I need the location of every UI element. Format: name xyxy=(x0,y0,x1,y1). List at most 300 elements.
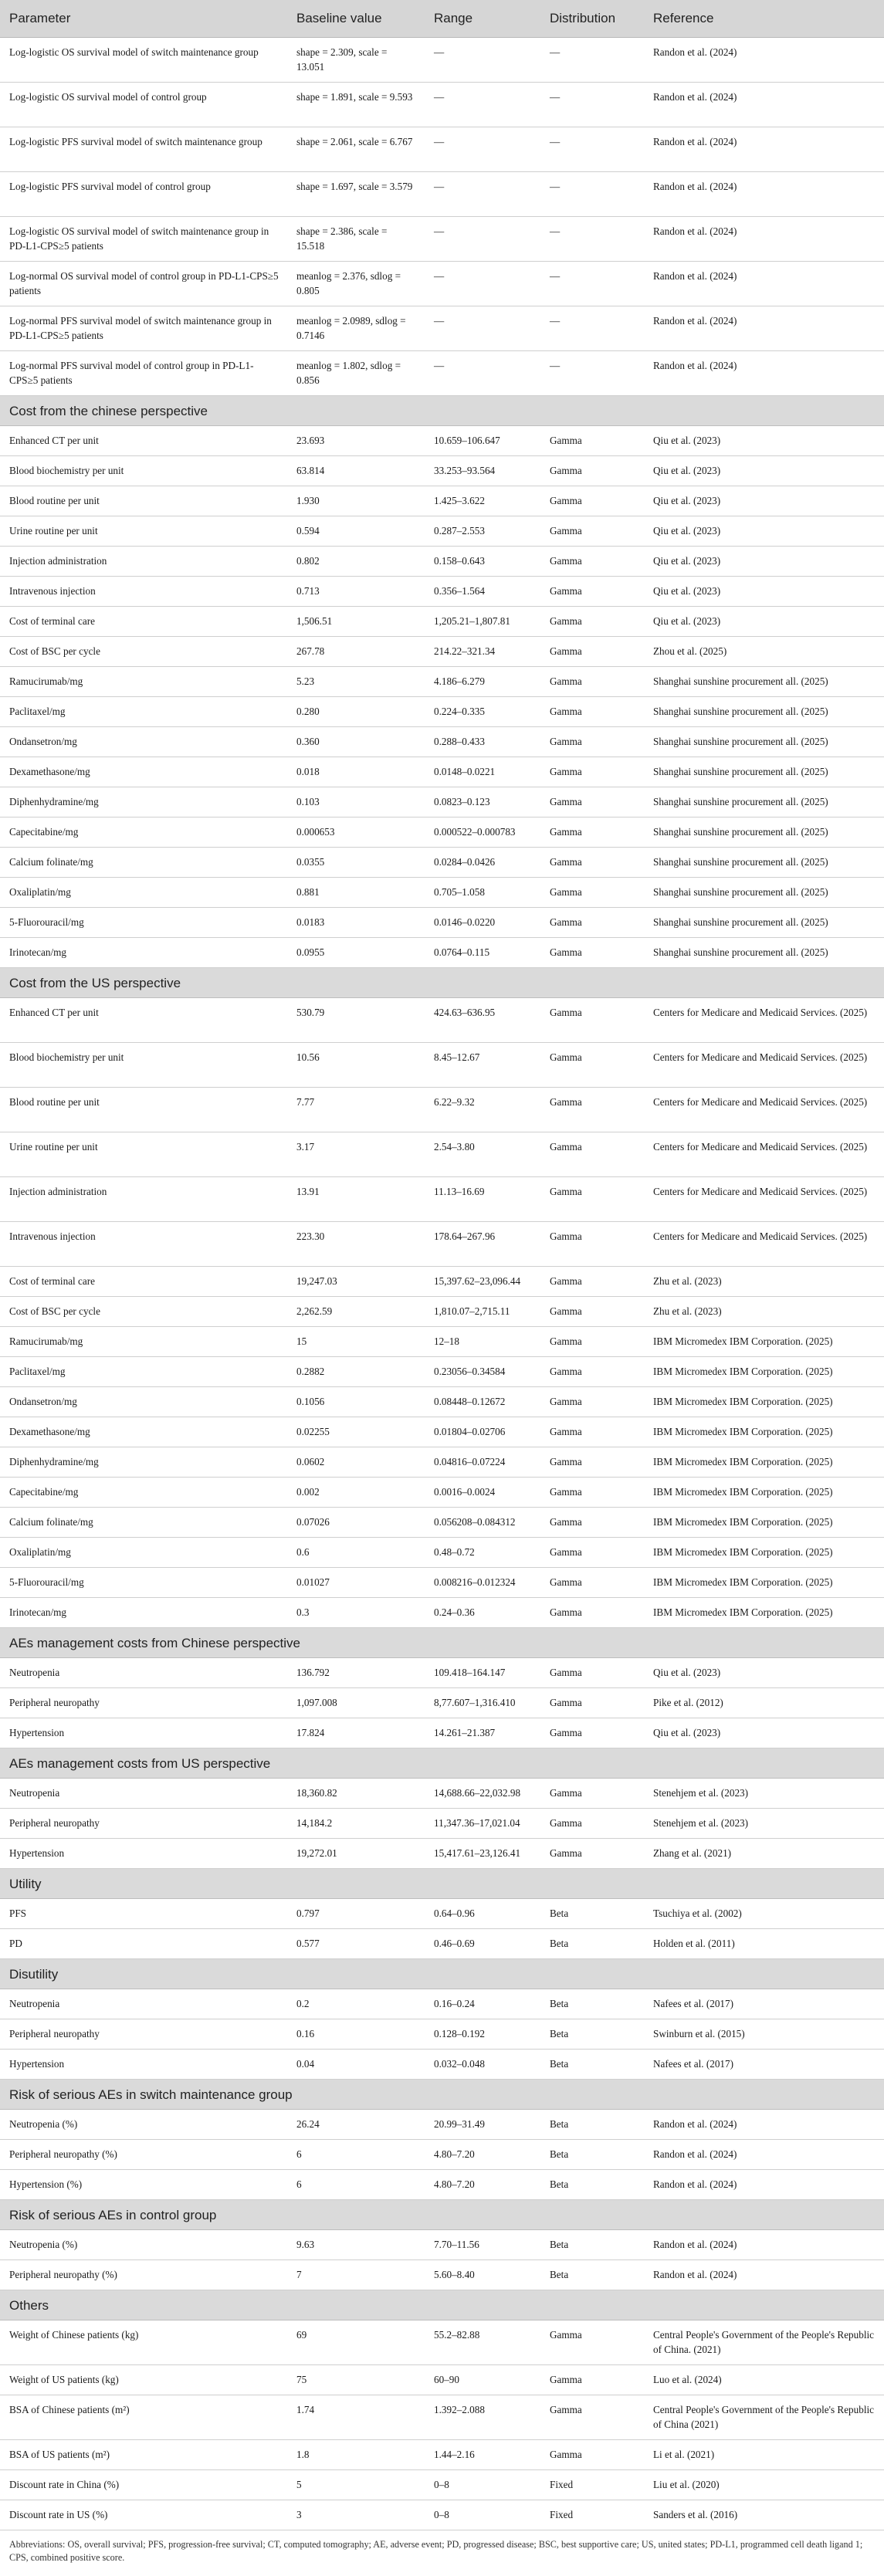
reference-cell: IBM Micromedex IBM Corporation. (2025) xyxy=(644,1508,884,1538)
section-title: AEs management costs from US perspective xyxy=(0,1748,884,1779)
range-cell: 1,810.07–2,715.11 xyxy=(425,1297,540,1327)
range-cell: 1.392–2.088 xyxy=(425,2395,540,2440)
table-row xyxy=(0,1989,884,2019)
parameter-cell: Hypertension xyxy=(0,1718,287,1748)
table-row xyxy=(0,577,884,607)
reference-cell: Swinburn et al. (2015) xyxy=(644,2019,884,2050)
baseline-value-cell: 19,247.03 xyxy=(287,1267,425,1297)
table-row xyxy=(0,1658,884,1688)
distribution-cell: — xyxy=(540,127,644,172)
table-footnote: Abbreviations: OS, overall survival; PFS, progression-free survival; CT, computed tomography; AE, adverse event; PD, progressed disease; BSC, best supportive care; US, united states; PD-L1, programmed cell death ligand 1; CPS, combined positive score. xyxy=(9,2539,863,2563)
parameter-cell: Neutropenia xyxy=(0,1658,287,1688)
table-row xyxy=(0,306,884,351)
baseline-value-cell: 0.103 xyxy=(287,787,425,817)
baseline-value-cell: 0.16 xyxy=(287,2019,425,2050)
range-cell: 14,688.66–22,032.98 xyxy=(425,1779,540,1809)
parameter-cell: Log-logistic OS survival model of control group xyxy=(0,83,287,127)
distribution-cell: Beta xyxy=(540,2110,644,2140)
section-header-row xyxy=(0,2080,884,2110)
range-cell: 0.0284–0.0426 xyxy=(425,848,540,878)
parameter-cell: Diphenhydramine/mg xyxy=(0,787,287,817)
reference-cell: Zhu et al. (2023) xyxy=(644,1297,884,1327)
distribution-cell: Gamma xyxy=(540,486,644,516)
range-cell: 0.46–0.69 xyxy=(425,1929,540,1959)
range-cell: 0.01804–0.02706 xyxy=(425,1417,540,1447)
parameter-cell: Blood biochemistry per unit xyxy=(0,1043,287,1088)
parameter-cell: Irinotecan/mg xyxy=(0,938,287,968)
distribution-cell: Beta xyxy=(540,1899,644,1929)
range-cell: 2.54–3.80 xyxy=(425,1132,540,1177)
reference-cell: Qiu et al. (2023) xyxy=(644,516,884,547)
table-row xyxy=(0,38,884,83)
reference-cell: Centers for Medicare and Medicaid Services. (2025) xyxy=(644,998,884,1043)
reference-cell: Holden et al. (2011) xyxy=(644,1929,884,1959)
baseline-value-cell: 0.280 xyxy=(287,697,425,727)
distribution-cell: Gamma xyxy=(540,848,644,878)
parameter-cell: Peripheral neuropathy (%) xyxy=(0,2140,287,2170)
table-row xyxy=(0,486,884,516)
baseline-value-cell: 1.74 xyxy=(287,2395,425,2440)
parameter-cell: Weight of US patients (kg) xyxy=(0,2365,287,2395)
baseline-value-cell: 63.814 xyxy=(287,456,425,486)
reference-cell: Luo et al. (2024) xyxy=(644,2365,884,2395)
range-cell: 0–8 xyxy=(425,2470,540,2500)
parameter-cell: Cost of terminal care xyxy=(0,1267,287,1297)
baseline-value-cell: 2,262.59 xyxy=(287,1297,425,1327)
parameter-cell: Blood biochemistry per unit xyxy=(0,456,287,486)
range-cell: 0.287–2.553 xyxy=(425,516,540,547)
baseline-value-cell: 0.360 xyxy=(287,727,425,757)
range-cell: 0.008216–0.012324 xyxy=(425,1568,540,1598)
parameter-cell: Blood routine per unit xyxy=(0,486,287,516)
distribution-cell: Gamma xyxy=(540,1508,644,1538)
reference-cell: Centers for Medicare and Medicaid Services. (2025) xyxy=(644,1177,884,1222)
section-title: Cost from the chinese perspective xyxy=(0,396,884,426)
baseline-value-cell: 9.63 xyxy=(287,2230,425,2260)
reference-cell: Zhou et al. (2025) xyxy=(644,637,884,667)
reference-cell: Stenehjem et al. (2023) xyxy=(644,1779,884,1809)
table-row xyxy=(0,516,884,547)
parameter-cell: Log-normal PFS survival model of control group in PD-L1-CPS≥5 patients xyxy=(0,351,287,396)
range-cell: 424.63–636.95 xyxy=(425,998,540,1043)
range-cell: 0.64–0.96 xyxy=(425,1899,540,1929)
table-row xyxy=(0,848,884,878)
table-row xyxy=(0,2440,884,2470)
parameter-cell: Capecitabine/mg xyxy=(0,1478,287,1508)
distribution-cell: Gamma xyxy=(540,697,644,727)
reference-cell: Qiu et al. (2023) xyxy=(644,1718,884,1748)
reference-cell: Pike et al. (2012) xyxy=(644,1688,884,1718)
baseline-value-cell: 23.693 xyxy=(287,426,425,456)
reference-cell: Central People's Government of the People's Republic of China. (2021) xyxy=(644,2320,884,2365)
distribution-cell: — xyxy=(540,306,644,351)
baseline-value-cell: 13.91 xyxy=(287,1177,425,1222)
parameter-cell: Cost of BSC per cycle xyxy=(0,637,287,667)
parameter-cell: Log-logistic OS survival model of switch maintenance group xyxy=(0,38,287,83)
baseline-value-cell: 0.000653 xyxy=(287,817,425,848)
table-row xyxy=(0,426,884,456)
parameter-cell: Peripheral neuropathy (%) xyxy=(0,2260,287,2290)
baseline-value-cell: shape = 2.061, scale = 6.767 xyxy=(287,127,425,172)
baseline-value-cell: 0.04 xyxy=(287,2050,425,2080)
baseline-value-cell: 1,097.008 xyxy=(287,1688,425,1718)
reference-cell: Randon et al. (2024) xyxy=(644,2170,884,2200)
baseline-value-cell: shape = 2.386, scale = 15.518 xyxy=(287,217,425,262)
parameter-cell: Urine routine per unit xyxy=(0,516,287,547)
header-range: Range xyxy=(425,0,540,38)
range-cell: 0.0764–0.115 xyxy=(425,938,540,968)
range-cell: 0.04816–0.07224 xyxy=(425,1447,540,1478)
range-cell: 214.22–321.34 xyxy=(425,637,540,667)
range-cell: 0.0146–0.0220 xyxy=(425,908,540,938)
range-cell: 0.705–1.058 xyxy=(425,878,540,908)
range-cell: 11,347.36–17,021.04 xyxy=(425,1809,540,1839)
table-row xyxy=(0,938,884,968)
baseline-value-cell: 18,360.82 xyxy=(287,1779,425,1809)
table-row xyxy=(0,2019,884,2050)
table-row xyxy=(0,2320,884,2365)
distribution-cell: Gamma xyxy=(540,1222,644,1267)
range-cell: 6.22–9.32 xyxy=(425,1088,540,1132)
table-row xyxy=(0,1688,884,1718)
baseline-value-cell: 7 xyxy=(287,2260,425,2290)
baseline-value-cell: 0.577 xyxy=(287,1929,425,1959)
table-row xyxy=(0,1478,884,1508)
parameter-cell: Cost of BSC per cycle xyxy=(0,1297,287,1327)
distribution-cell: Gamma xyxy=(540,667,644,697)
range-cell: 0.032–0.048 xyxy=(425,2050,540,2080)
table-row xyxy=(0,2470,884,2500)
section-title: Risk of serious AEs in control group xyxy=(0,2200,884,2230)
parameter-cell: Weight of Chinese patients (kg) xyxy=(0,2320,287,2365)
distribution-cell: — xyxy=(540,38,644,83)
baseline-value-cell: meanlog = 2.376, sdlog = 0.805 xyxy=(287,262,425,306)
parameter-cell: Enhanced CT per unit xyxy=(0,426,287,456)
parameter-cell: Peripheral neuropathy xyxy=(0,1809,287,1839)
table-row xyxy=(0,1043,884,1088)
distribution-cell: Gamma xyxy=(540,1417,644,1447)
baseline-value-cell: meanlog = 1.802, sdlog = 0.856 xyxy=(287,351,425,396)
baseline-value-cell: shape = 1.891, scale = 9.593 xyxy=(287,83,425,127)
distribution-cell: Gamma xyxy=(540,1327,644,1357)
baseline-value-cell: 5.23 xyxy=(287,667,425,697)
baseline-value-cell: shape = 2.309, scale = 13.051 xyxy=(287,38,425,83)
parameter-cell: Ondansetron/mg xyxy=(0,727,287,757)
range-cell: — xyxy=(425,306,540,351)
reference-cell: Randon et al. (2024) xyxy=(644,262,884,306)
reference-cell: Shanghai sunshine procurement all. (2025) xyxy=(644,697,884,727)
table-row xyxy=(0,757,884,787)
reference-cell: Shanghai sunshine procurement all. (2025) xyxy=(644,908,884,938)
range-cell: 0.08448–0.12672 xyxy=(425,1387,540,1417)
reference-cell: Centers for Medicare and Medicaid Services. (2025) xyxy=(644,1043,884,1088)
reference-cell: Shanghai sunshine procurement all. (2025) xyxy=(644,787,884,817)
range-cell: 0.24–0.36 xyxy=(425,1598,540,1628)
baseline-value-cell: 69 xyxy=(287,2320,425,2365)
distribution-cell: Gamma xyxy=(540,1658,644,1688)
range-cell: 1,205.21–1,807.81 xyxy=(425,607,540,637)
section-title: Utility xyxy=(0,1869,884,1899)
table-row xyxy=(0,1222,884,1267)
range-cell: 0.000522–0.000783 xyxy=(425,817,540,848)
distribution-cell: Beta xyxy=(540,2230,644,2260)
parameter-cell: BSA of Chinese patients (m²) xyxy=(0,2395,287,2440)
table-row xyxy=(0,1297,884,1327)
range-cell: 14.261–21.387 xyxy=(425,1718,540,1748)
range-cell: 4.80–7.20 xyxy=(425,2140,540,2170)
distribution-cell: Gamma xyxy=(540,2320,644,2365)
section-title: Cost from the US perspective xyxy=(0,968,884,998)
parameter-cell: Log-normal PFS survival model of switch maintenance group in PD-L1-CPS≥5 patients xyxy=(0,306,287,351)
distribution-cell: Gamma xyxy=(540,727,644,757)
parameter-cell: Log-logistic PFS survival model of switch maintenance group xyxy=(0,127,287,172)
table-row xyxy=(0,172,884,217)
distribution-cell: Gamma xyxy=(540,1809,644,1839)
range-cell: 0.128–0.192 xyxy=(425,2019,540,2050)
reference-cell: IBM Micromedex IBM Corporation. (2025) xyxy=(644,1478,884,1508)
parameter-cell: Discount rate in US (%) xyxy=(0,2500,287,2530)
table-row xyxy=(0,2395,884,2440)
table-row xyxy=(0,1357,884,1387)
baseline-value-cell: 0.01027 xyxy=(287,1568,425,1598)
baseline-value-cell: 0.0955 xyxy=(287,938,425,968)
range-cell: 1.44–2.16 xyxy=(425,2440,540,2470)
parameter-cell: Cost of terminal care xyxy=(0,607,287,637)
distribution-cell: Beta xyxy=(540,2140,644,2170)
range-cell: 0–8 xyxy=(425,2500,540,2530)
baseline-value-cell: 0.6 xyxy=(287,1538,425,1568)
range-cell: — xyxy=(425,38,540,83)
reference-cell: Sanders et al. (2016) xyxy=(644,2500,884,2530)
table-row xyxy=(0,1327,884,1357)
parameter-cell: Intravenous injection xyxy=(0,1222,287,1267)
table-row xyxy=(0,547,884,577)
table-row xyxy=(0,83,884,127)
parameter-cell: BSA of US patients (m²) xyxy=(0,2440,287,2470)
parameter-cell: Log-normal OS survival model of control group in PD-L1-CPS≥5 patients xyxy=(0,262,287,306)
range-cell: 4.80–7.20 xyxy=(425,2170,540,2200)
distribution-cell: Beta xyxy=(540,1929,644,1959)
reference-cell: Zhang et al. (2021) xyxy=(644,1839,884,1869)
distribution-cell: — xyxy=(540,351,644,396)
distribution-cell: Beta xyxy=(540,1989,644,2019)
distribution-cell: Gamma xyxy=(540,817,644,848)
distribution-cell: Gamma xyxy=(540,577,644,607)
distribution-cell: Gamma xyxy=(540,1357,644,1387)
reference-cell: Centers for Medicare and Medicaid Services. (2025) xyxy=(644,1132,884,1177)
range-cell: 0.16–0.24 xyxy=(425,1989,540,2019)
distribution-cell: Gamma xyxy=(540,908,644,938)
table-row xyxy=(0,2140,884,2170)
range-cell: 4.186–6.279 xyxy=(425,667,540,697)
reference-cell: IBM Micromedex IBM Corporation. (2025) xyxy=(644,1538,884,1568)
range-cell: — xyxy=(425,351,540,396)
parameter-cell: Diphenhydramine/mg xyxy=(0,1447,287,1478)
range-cell: 1.425–3.622 xyxy=(425,486,540,516)
reference-cell: Randon et al. (2024) xyxy=(644,38,884,83)
reference-cell: Shanghai sunshine procurement all. (2025) xyxy=(644,878,884,908)
reference-cell: Randon et al. (2024) xyxy=(644,172,884,217)
parameter-cell: Injection administration xyxy=(0,1177,287,1222)
parameter-cell: Paclitaxel/mg xyxy=(0,697,287,727)
section-header-row xyxy=(0,968,884,998)
parameter-cell: Peripheral neuropathy xyxy=(0,2019,287,2050)
table-row xyxy=(0,998,884,1043)
distribution-cell: Gamma xyxy=(540,1088,644,1132)
range-cell: 10.659–106.647 xyxy=(425,426,540,456)
table-row xyxy=(0,637,884,667)
baseline-value-cell: 223.30 xyxy=(287,1222,425,1267)
range-cell: 0.056208–0.084312 xyxy=(425,1508,540,1538)
table-header-row xyxy=(0,0,884,38)
reference-cell: Zhu et al. (2023) xyxy=(644,1267,884,1297)
baseline-value-cell: 19,272.01 xyxy=(287,1839,425,1869)
baseline-value-cell: 3.17 xyxy=(287,1132,425,1177)
baseline-value-cell: 75 xyxy=(287,2365,425,2395)
distribution-cell: Gamma xyxy=(540,637,644,667)
table-row xyxy=(0,667,884,697)
parameter-cell: Log-logistic PFS survival model of control group xyxy=(0,172,287,217)
reference-cell: Qiu et al. (2023) xyxy=(644,456,884,486)
table-row xyxy=(0,1538,884,1568)
baseline-value-cell: 15 xyxy=(287,1327,425,1357)
header-parameter: Parameter xyxy=(0,0,287,38)
parameter-cell: Calcium folinate/mg xyxy=(0,1508,287,1538)
table-row xyxy=(0,1447,884,1478)
reference-cell: Li et al. (2021) xyxy=(644,2440,884,2470)
reference-cell: Tsuchiya et al. (2002) xyxy=(644,1899,884,1929)
table-row xyxy=(0,727,884,757)
distribution-cell: Gamma xyxy=(540,1267,644,1297)
reference-cell: IBM Micromedex IBM Corporation. (2025) xyxy=(644,1598,884,1628)
distribution-cell: Gamma xyxy=(540,878,644,908)
distribution-cell: Gamma xyxy=(540,1568,644,1598)
parameter-cell: Ramucirumab/mg xyxy=(0,667,287,697)
distribution-cell: Gamma xyxy=(540,1387,644,1417)
baseline-value-cell: 0.797 xyxy=(287,1899,425,1929)
table-row xyxy=(0,1899,884,1929)
reference-cell: IBM Micromedex IBM Corporation. (2025) xyxy=(644,1417,884,1447)
parameter-cell: Hypertension xyxy=(0,2050,287,2080)
section-header-row xyxy=(0,2200,884,2230)
distribution-cell: Gamma xyxy=(540,1538,644,1568)
reference-cell: IBM Micromedex IBM Corporation. (2025) xyxy=(644,1447,884,1478)
range-cell: — xyxy=(425,172,540,217)
distribution-cell: Beta xyxy=(540,2170,644,2200)
baseline-value-cell: 14,184.2 xyxy=(287,1809,425,1839)
reference-cell: Qiu et al. (2023) xyxy=(644,426,884,456)
table-row xyxy=(0,2050,884,2080)
parameter-cell: Neutropenia (%) xyxy=(0,2230,287,2260)
baseline-value-cell: 0.881 xyxy=(287,878,425,908)
range-cell: 0.0016–0.0024 xyxy=(425,1478,540,1508)
range-cell: 11.13–16.69 xyxy=(425,1177,540,1222)
distribution-cell: Gamma xyxy=(540,1132,644,1177)
baseline-value-cell: 0.1056 xyxy=(287,1387,425,1417)
range-cell: 0.48–0.72 xyxy=(425,1538,540,1568)
distribution-cell: Gamma xyxy=(540,1478,644,1508)
parameter-cell: Neutropenia xyxy=(0,1989,287,2019)
section-header-row xyxy=(0,1959,884,1989)
table-row xyxy=(0,1779,884,1809)
baseline-value-cell: 0.3 xyxy=(287,1598,425,1628)
reference-cell: Qiu et al. (2023) xyxy=(644,607,884,637)
baseline-value-cell: 0.07026 xyxy=(287,1508,425,1538)
distribution-cell: Gamma xyxy=(540,1043,644,1088)
parameter-cell: PD xyxy=(0,1929,287,1959)
distribution-cell: — xyxy=(540,172,644,217)
section-title: Risk of serious AEs in switch maintenance group xyxy=(0,2080,884,2110)
distribution-cell: — xyxy=(540,217,644,262)
table-row xyxy=(0,2260,884,2290)
section-header-row xyxy=(0,1748,884,1779)
reference-cell: Centers for Medicare and Medicaid Services. (2025) xyxy=(644,1088,884,1132)
reference-cell: Qiu et al. (2023) xyxy=(644,1658,884,1688)
parameter-cell: Blood routine per unit xyxy=(0,1088,287,1132)
reference-cell: Shanghai sunshine procurement all. (2025) xyxy=(644,727,884,757)
parameter-cell: 5-Fluorouracil/mg xyxy=(0,1568,287,1598)
section-title: Others xyxy=(0,2290,884,2320)
table-body xyxy=(0,38,884,2530)
distribution-cell: Gamma xyxy=(540,1598,644,1628)
range-cell: 8.45–12.67 xyxy=(425,1043,540,1088)
reference-cell: Shanghai sunshine procurement all. (2025) xyxy=(644,667,884,697)
distribution-cell: Fixed xyxy=(540,2470,644,2500)
baseline-value-cell: 267.78 xyxy=(287,637,425,667)
parameter-cell: Calcium folinate/mg xyxy=(0,848,287,878)
reference-cell: Nafees et al. (2017) xyxy=(644,2050,884,2080)
baseline-value-cell: 0.0355 xyxy=(287,848,425,878)
range-cell: 20.99–31.49 xyxy=(425,2110,540,2140)
distribution-cell: Gamma xyxy=(540,2395,644,2440)
distribution-cell: Beta xyxy=(540,2019,644,2050)
baseline-value-cell: 1.930 xyxy=(287,486,425,516)
distribution-cell: Gamma xyxy=(540,547,644,577)
reference-cell: Qiu et al. (2023) xyxy=(644,577,884,607)
baseline-value-cell: 6 xyxy=(287,2170,425,2200)
section-header-row xyxy=(0,1628,884,1658)
baseline-value-cell: 7.77 xyxy=(287,1088,425,1132)
baseline-value-cell: 5 xyxy=(287,2470,425,2500)
parameter-cell: Dexamethasone/mg xyxy=(0,1417,287,1447)
baseline-value-cell: 17.824 xyxy=(287,1718,425,1748)
reference-cell: Shanghai sunshine procurement all. (2025) xyxy=(644,938,884,968)
range-cell: 0.0148–0.0221 xyxy=(425,757,540,787)
parameter-cell: Hypertension (%) xyxy=(0,2170,287,2200)
reference-cell: Centers for Medicare and Medicaid Services. (2025) xyxy=(644,1222,884,1267)
range-cell: 60–90 xyxy=(425,2365,540,2395)
table-row xyxy=(0,127,884,172)
baseline-value-cell: 0.2882 xyxy=(287,1357,425,1387)
parameter-cell: 5-Fluorouracil/mg xyxy=(0,908,287,938)
distribution-cell: Gamma xyxy=(540,1177,644,1222)
reference-cell: Randon et al. (2024) xyxy=(644,306,884,351)
range-cell: 8,77.607–1,316.410 xyxy=(425,1688,540,1718)
range-cell: 0.158–0.643 xyxy=(425,547,540,577)
reference-cell: IBM Micromedex IBM Corporation. (2025) xyxy=(644,1387,884,1417)
distribution-cell: Gamma xyxy=(540,1297,644,1327)
parameter-cell: Hypertension xyxy=(0,1839,287,1869)
baseline-value-cell: 0.02255 xyxy=(287,1417,425,1447)
parameter-cell: Dexamethasone/mg xyxy=(0,757,287,787)
table-row xyxy=(0,607,884,637)
range-cell: — xyxy=(425,217,540,262)
reference-cell: Stenehjem et al. (2023) xyxy=(644,1809,884,1839)
table-row xyxy=(0,878,884,908)
table-row xyxy=(0,817,884,848)
range-cell: 33.253–93.564 xyxy=(425,456,540,486)
section-header-row xyxy=(0,2290,884,2320)
